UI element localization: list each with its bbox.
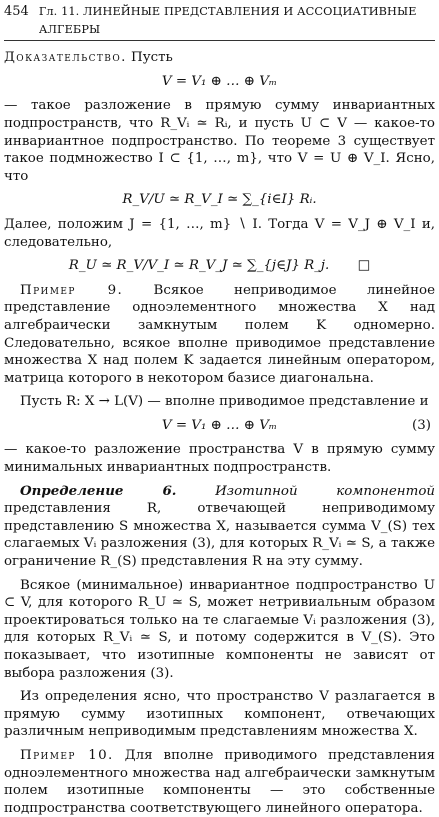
equation-number: (3) bbox=[412, 417, 431, 433]
proof-text-1: — такое разложение в прямую сумму инвариантных подпространств, что R_Vᵢ ≃ Rᵢ, и пусть U ⊂ V — какое-то инвариантное подпространство. По теореме 3 существует такое подмножество I ⊂ {1, …, m}, что V = U ⊕ V_I. Ясно, что bbox=[4, 98, 435, 184]
example-10-label: Пример 10. bbox=[20, 747, 114, 763]
paragraph-isotypic-sum: Из определения ясно, что пространство V разлагается в прямую сумму изотипных компонент, отвечающих различным неприводимым представлениям множества X. bbox=[4, 689, 435, 740]
page-number: 454 bbox=[4, 4, 29, 19]
example-9: Пример 9. Всякое неприводимое линейное представление одноэлементного множества X над алгебраически замкнутым полем K одномерно. Следовательно, всякое вполне приводимое представление множества X над полем K задается линейным оператором, матрица которого в некотором базисе диагональна. bbox=[4, 282, 435, 386]
qed-symbol: □ bbox=[357, 258, 371, 274]
proof-intro: Доказательство. Пусть bbox=[4, 50, 173, 66]
definition-6-label: Определение 6. bbox=[20, 482, 177, 499]
definition-6: Определение 6. Изотипной компонентой представления R, отвечающей неприводимому представлению S множества X, называется сумма V_(S) тех слагаемых Vᵢ разложения (3), для которых R_Vᵢ ≃ S, а также ограничение R_(S) представления R на эту сумму. bbox=[4, 482, 436, 570]
paragraph-let-r: Пусть R: X → L(V) — вполне приводимое представление и bbox=[20, 394, 429, 410]
formula-restriction: R_U ≃ R_V/V_I ≃ R_V_J ≃ ∑_{j∈J} R_j. □ bbox=[68, 258, 371, 274]
proof-text-2: Далее, положим J = {1, …, m} ∖ I. Тогда V = V_J ⊕ V_I и, следовательно, bbox=[4, 216, 435, 250]
running-title: Гл. 11. ЛИНЕЙНЫЕ ПРЕДСТАВЛЕНИЯ И АССОЦИАТИВНЫЕ АЛГЕБРЫ bbox=[38, 5, 417, 36]
formula-quotient: R_V/U ≃ R_V_I ≃ ∑_{i∈I} Rᵢ. bbox=[122, 192, 317, 208]
example-9-label: Пример 9. bbox=[20, 282, 124, 298]
example-10: Пример 10. Для вполне приводимого представления одноэлементного множества над алгебраически замкнутым полем изотипные компоненты — это собственные подпространства соответствующего линейного оператора. bbox=[4, 747, 435, 816]
formula-3: V = V₁ ⊕ … ⊕ Vₘ (3) bbox=[161, 417, 431, 433]
running-header bbox=[4, 3, 435, 41]
paragraph-decomposition: — какое-то разложение пространства V в прямую сумму минимальных инвариантных подпространств. bbox=[4, 442, 435, 476]
formula-decomposition: V = V₁ ⊕ … ⊕ Vₘ bbox=[161, 73, 278, 89]
paragraph-invariant: Всякое (минимальное) инвариантное подпространство U ⊂ V, для которого R_U ≃ S, может нетривиальным образом проектироваться только на те слагаемые Vᵢ разложения (3), для которых R_Vᵢ ≃ S, и потому содержится в V_(S). Это показывает, что изотипные компоненты не зависят от выбора разложения (3). bbox=[4, 577, 435, 681]
definition-term: Изотипной компонентой bbox=[215, 483, 436, 499]
proof-label: Доказательство. bbox=[4, 50, 127, 66]
